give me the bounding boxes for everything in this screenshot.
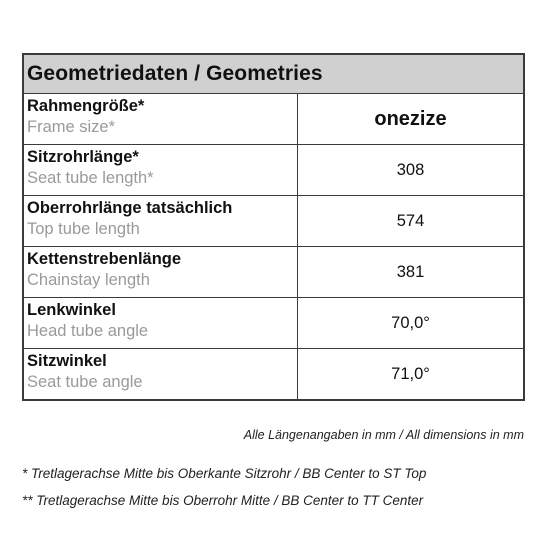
row-label-cell (23, 298, 298, 349)
label-german: Sitzwinkel (27, 352, 107, 370)
label-english: Frame size* (27, 118, 116, 136)
row-value: 574 (298, 196, 525, 247)
label-german: Sitzrohrlänge* (27, 148, 139, 166)
row-label-cell (23, 145, 298, 196)
table-title: Geometriedaten / Geometries (23, 54, 524, 94)
geometry-table (22, 53, 525, 401)
table-row (23, 247, 524, 298)
row-label-cell (23, 94, 298, 145)
label-english: Seat tube length* (27, 169, 154, 187)
label-german: Kettenstrebenlänge (27, 250, 182, 268)
row-label-cell (23, 247, 298, 298)
footnote-top-tube: ** Tretlagerachse Mitte bis Oberrohr Mitte / BB Center to TT Center (22, 493, 424, 508)
table-row (23, 145, 524, 196)
label-english: Seat tube angle (27, 373, 143, 391)
units-note: Alle Längenangaben in mm / All dimensions in mm (243, 428, 524, 442)
table-row (23, 196, 524, 247)
row-value: 71,0° (298, 349, 525, 401)
table-row (23, 298, 524, 349)
footnote-seat-tube: * Tretlagerachse Mitte bis Oberkante Sitzrohr / BB Center to ST Top (22, 466, 427, 481)
label-english: Chainstay length (27, 271, 150, 289)
row-value: 70,0° (298, 298, 525, 349)
table-header-row (23, 54, 524, 94)
label-german: Oberrohrlänge tatsächlich (27, 199, 233, 217)
row-label-cell (23, 196, 298, 247)
label-english: Head tube angle (27, 322, 149, 340)
row-label-cell (23, 349, 298, 401)
label-german: Rahmengröße* (27, 97, 145, 115)
row-value: onezize (298, 94, 525, 145)
label-english: Top tube length (27, 220, 140, 238)
row-value: 381 (298, 247, 525, 298)
table-row (23, 349, 524, 401)
row-value: 308 (298, 145, 525, 196)
label-german: Lenkwinkel (27, 301, 116, 319)
table-row (23, 94, 524, 145)
